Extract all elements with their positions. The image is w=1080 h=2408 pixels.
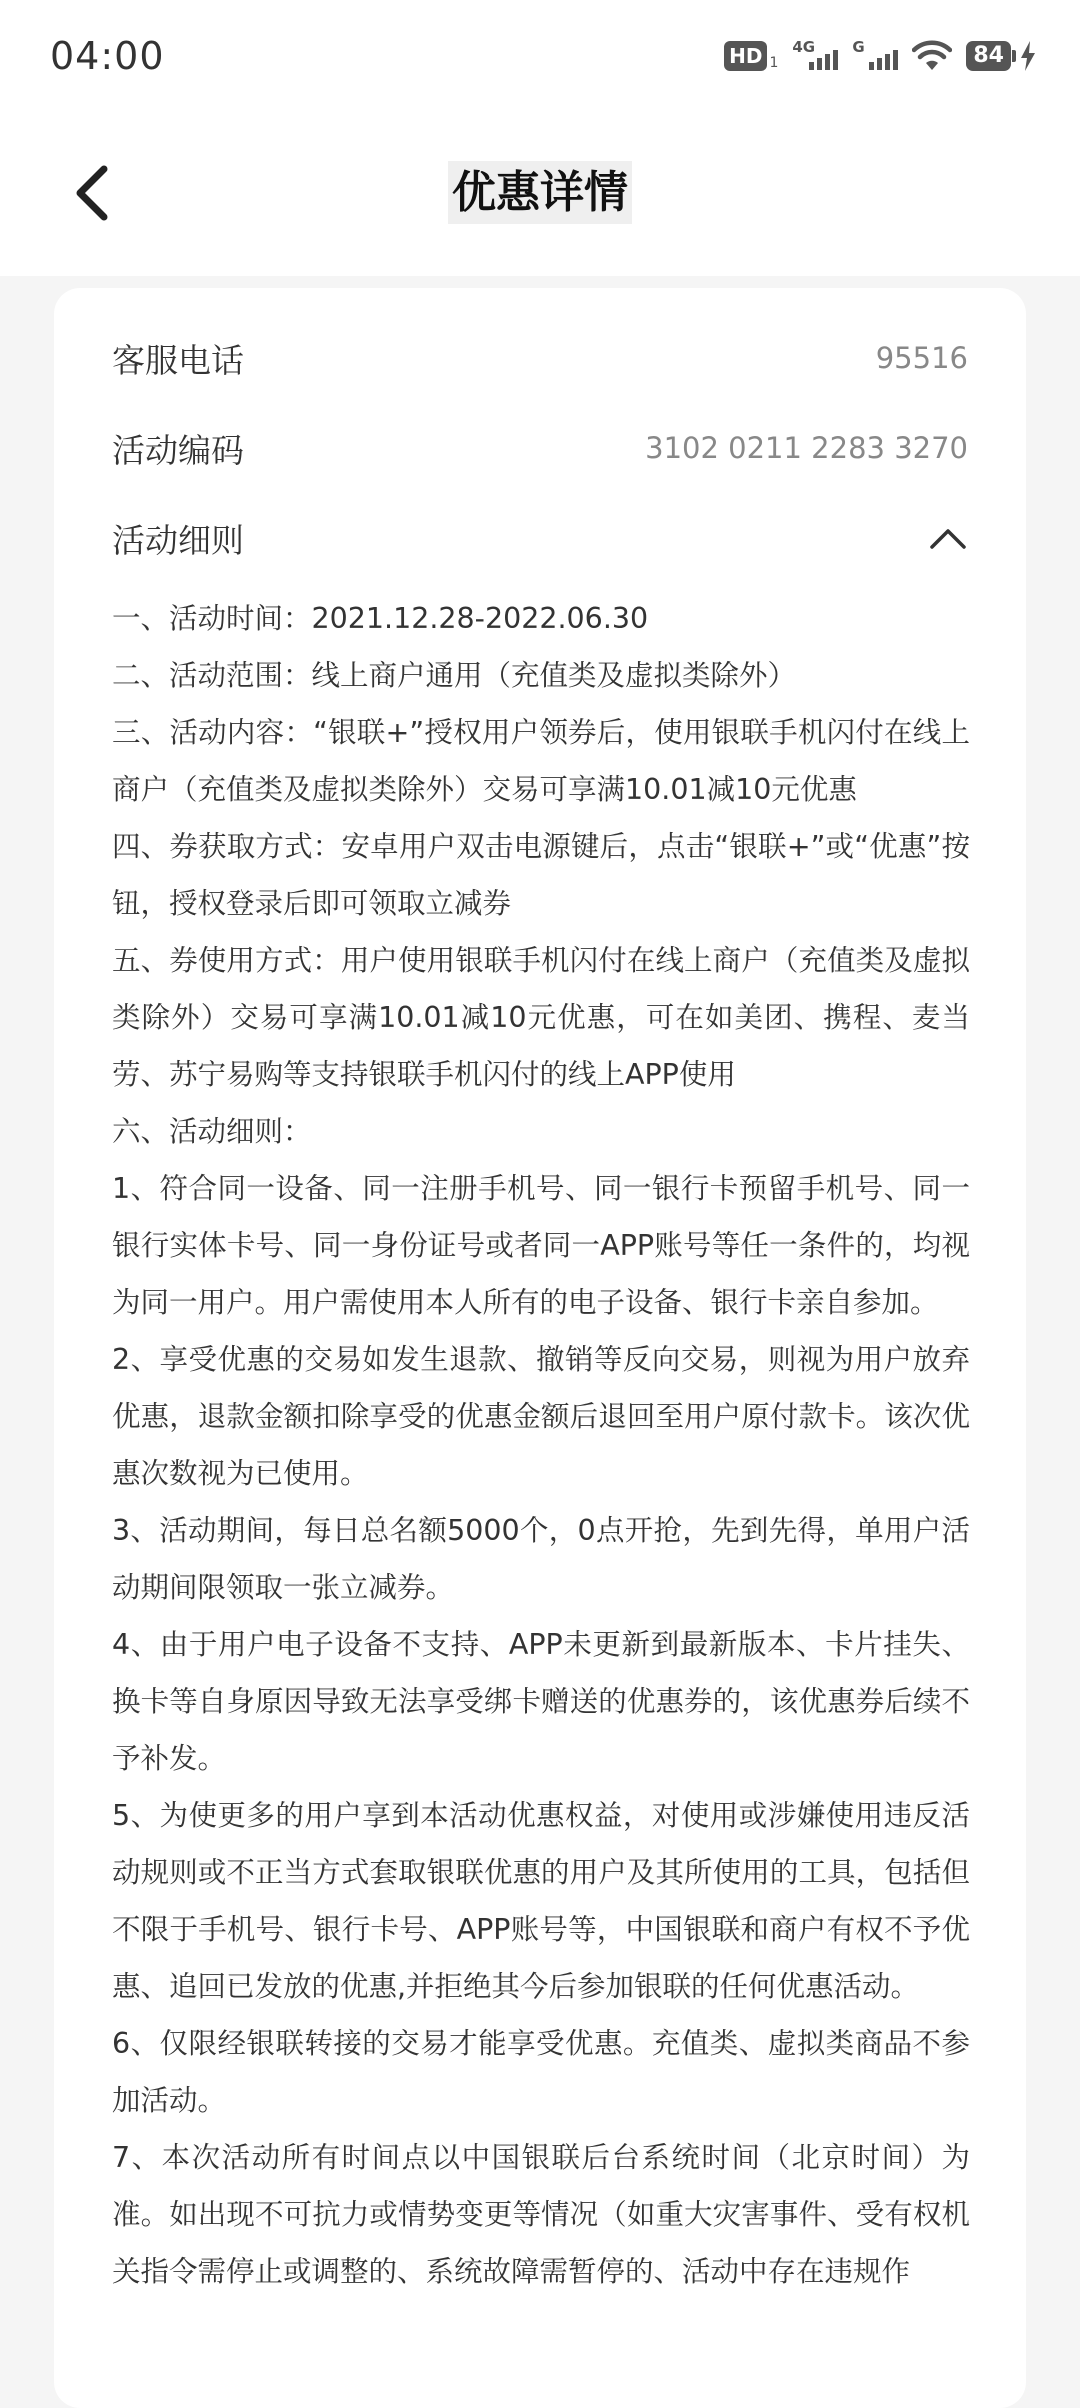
hd-voice-icon: [724, 41, 778, 71]
status-bar: [0, 0, 1080, 120]
rule-line: 5、为使更多的用户享到本活动优惠权益，对使用或涉嫌使用违反活动规则或不正当方式套取银联优惠的用户及其所使用的工具，包括但不限于手机号、银行卡号、APP账号等，中国银联和商户有权不予优惠、追回已发放的优惠,并拒绝其今后参加银联的任何优惠活动。: [112, 1799, 970, 2003]
detail-card: [54, 288, 1026, 2408]
rule-line: 六、活动细则：: [112, 1115, 312, 1148]
status-icons: [724, 36, 1036, 76]
phone-row[interactable]: [112, 328, 968, 388]
rules-toggle[interactable]: [112, 508, 968, 568]
rules-label: 活动细则: [112, 520, 244, 560]
page-title: [0, 156, 1080, 220]
rule-line: 3、活动期间，每日总名额5000个，0点开抢，先到先得，单用户活动期间限领取一张立减券。: [112, 1514, 970, 1604]
rule-line: 7、本次活动所有时间点以中国银联后台系统时间（北京时间）为准。如出现不可抗力或情势变更等情况（如重大灾害事件、受有权机关指令需停止或调整的、系统故障需暂停的、活动中存在违规作: [112, 2141, 970, 2288]
rule-line: 6、仅限经银联转接的交易才能享受优惠。充值类、虚拟类商品不参加活动。: [112, 2027, 970, 2117]
signal-g-icon: [852, 38, 898, 74]
rules-content: [112, 590, 970, 2300]
hd-label: HD: [724, 41, 767, 71]
signal-g-label: G: [852, 38, 865, 56]
phone-value[interactable]: 95516: [875, 341, 968, 375]
status-time: 04:00: [50, 34, 165, 78]
rule-line: 1、符合同一设备、同一注册手机号、同一银行卡预留手机号、同一银行实体卡号、同一身份证号或者同一APP账号等任一条件的，均视为同一用户。用户需使用本人所有的电子设备、银行卡亲自参加。: [112, 1172, 970, 1319]
rule-line: 一、活动时间：2021.12.28-2022.06.30: [112, 602, 649, 635]
rule-line: 二、活动范围：线上商户通用（充值类及虚拟类除外）: [112, 659, 797, 692]
wifi-icon: [912, 40, 952, 72]
phone-label: 客服电话: [112, 340, 244, 380]
signal-4g-icon: [792, 38, 838, 74]
battery-icon: [966, 41, 1036, 71]
rule-line: 五、券使用方式：用户使用银联手机闪付在线上商户（充值类及虚拟类除外）交易可享满10.01减10元优惠，可在如美团、携程、麦当劳、苏宁易购等支持银联手机闪付的线上APP使用: [112, 944, 970, 1091]
activity-code-row: [112, 418, 968, 478]
battery-level: 84: [966, 41, 1011, 71]
rule-line: 三、活动内容：“银联+”授权用户领券后，使用银联手机闪付在线上商户（充值类及虚拟类除外）交易可享满10.01减10元优惠: [112, 716, 970, 806]
activity-code-label: 活动编码: [112, 430, 244, 470]
rule-line: 4、由于用户电子设备不支持、APP未更新到最新版本、卡片挂失、换卡等自身原因导致无法享受绑卡赠送的优惠券的，该优惠券后续不予补发。: [112, 1628, 970, 1775]
signal-4g-label: 4G: [792, 38, 816, 56]
charging-icon: [1020, 41, 1036, 71]
header-bar: [0, 120, 1080, 276]
chevron-up-icon[interactable]: [928, 525, 968, 551]
activity-code-value: 3102 0211 2283 3270: [645, 431, 968, 465]
rule-line: 四、券获取方式：安卓用户双击电源键后，点击“银联+”或“优惠”按钮，授权登录后即可领取立减券: [112, 830, 970, 920]
page-title-text: 优惠详情: [448, 161, 632, 224]
rule-line: 2、享受优惠的交易如发生退款、撤销等反向交易，则视为用户放弃优惠，退款金额扣除享受的优惠金额后退回至用户原付款卡。该次优惠次数视为已使用。: [112, 1343, 970, 1490]
hd-sub-label: 1: [769, 55, 779, 71]
